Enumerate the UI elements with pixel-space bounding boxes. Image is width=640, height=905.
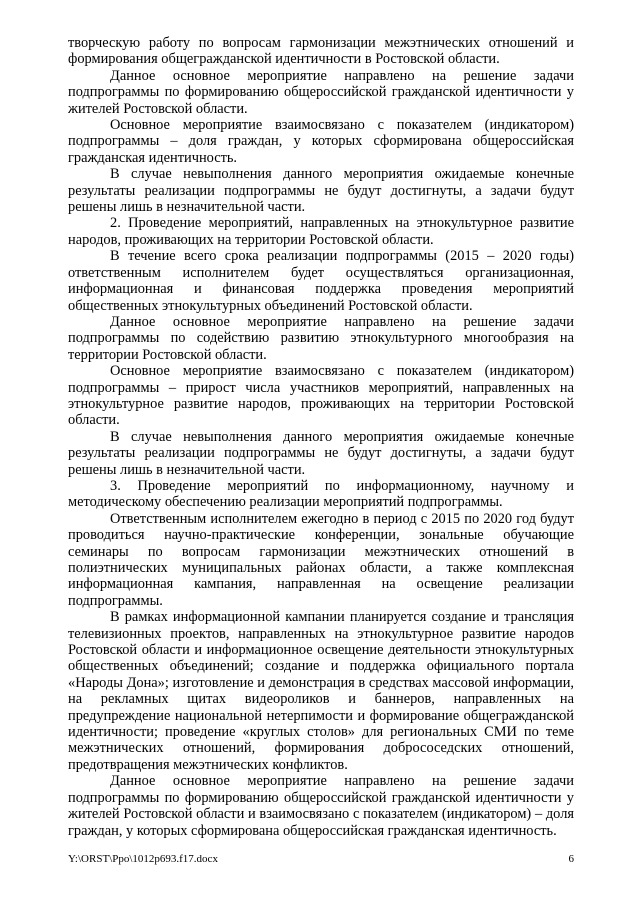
- footer-file-path: Y:\ORST\Ppo\1012p693.f17.docx: [68, 853, 218, 865]
- paragraph-indicator-participants: Основное мероприятие взаимосвязано с показателем (индикатором) подпрограммы – прирост числа участников мероприятий, направленных на этнокультурное развитие народов, проживающих на территории Ростовской области.: [68, 363, 574, 429]
- paragraph-task-diversity: Данное основное мероприятие направлено на решение задачи подпрограммы по содействию развитию этнокультурного многообразия на территории Ростовской области.: [68, 313, 574, 363]
- paragraph-heading-3: 3. Проведение мероприятий по информационному, научному и методическому обеспечению реализации мероприятий подпрограммы.: [68, 477, 574, 511]
- paragraph-support-period: В течение всего срока реализации подпрограммы (2015 – 2020 годы) ответственным исполнителем будет осуществляться организационная, информационная и финансовая поддержка проведения мероприятий общественных этнокультурных объединений Ростовской области.: [68, 248, 574, 314]
- paragraph-risk-2: В случае невыполнения данного мероприятия ожидаемые конечные результаты реализации подпрограммы не будут достигнуты, а задачи будут решены лишь в незначительной части.: [68, 428, 574, 478]
- paragraph-info-campaign: В рамках информационной кампании планируется создание и трансляция телевизионных проектов, направленных на этнокультурное развитие народов Ростовской области и информационное освещение деятельности этнокультурных общественных объединений; создание и поддержка официального портала «Народы Дона»; изготовление и демонстрация в средствах массовой информации, на рекламных щитах видеороликов и баннеров, направленных на предупреждение национальной нетерпимости и формирование общегражданской идентичности; проведение «круглых столов» для региональных СМИ по теме межэтнических отношений, формирования добрососедских отношений, предотвращения межэтнических конфликтов.: [68, 609, 574, 773]
- paragraph-conferences: Ответственным исполнителем ежегодно в период с 2015 по 2020 год будут проводиться научно-практические конференции, зональные обучающие семинары по вопросам гармонизации межэтнических отношений в полиэтнических муниципальных районах области, а также комплексная информационная кампания, направленная на освещение реализации подпрограммы.: [68, 510, 574, 609]
- paragraph-task-identity: Данное основное мероприятие направлено на решение задачи подпрограммы по формированию общероссийской гражданской идентичности у жителей Ростовской области.: [68, 67, 574, 117]
- paragraph-continuation: творческую работу по вопросам гармонизации межэтнических отношений и формирования общегражданской идентичности в Ростовской области.: [68, 35, 574, 68]
- paragraph-heading-2: 2. Проведение мероприятий, направленных на этнокультурное развитие народов, проживающих на территории Ростовской области.: [68, 215, 574, 248]
- paragraph-indicator-identity: Основное мероприятие взаимосвязано с показателем (индикатором) подпрограммы – доля граждан, у которых сформирована общероссийская гражданская идентичность.: [68, 117, 574, 166]
- document-body: [68, 35, 574, 839]
- paragraph-risk-1: В случае невыполнения данного мероприятия ожидаемые конечные результаты реализации подпрограммы не будут достигнуты, а задачи будут решены лишь в незначительной части.: [68, 166, 574, 216]
- footer-page-number: 6: [568, 853, 574, 865]
- paragraph-task-indicator: Данное основное мероприятие направлено на решение задачи подпрограммы по формированию общероссийской гражданской идентичности у жителей Ростовской области и взаимосвязано с показателем (индикатором) – доля граждан, у которых сформирована общероссийская гражданская идентичность.: [68, 773, 574, 839]
